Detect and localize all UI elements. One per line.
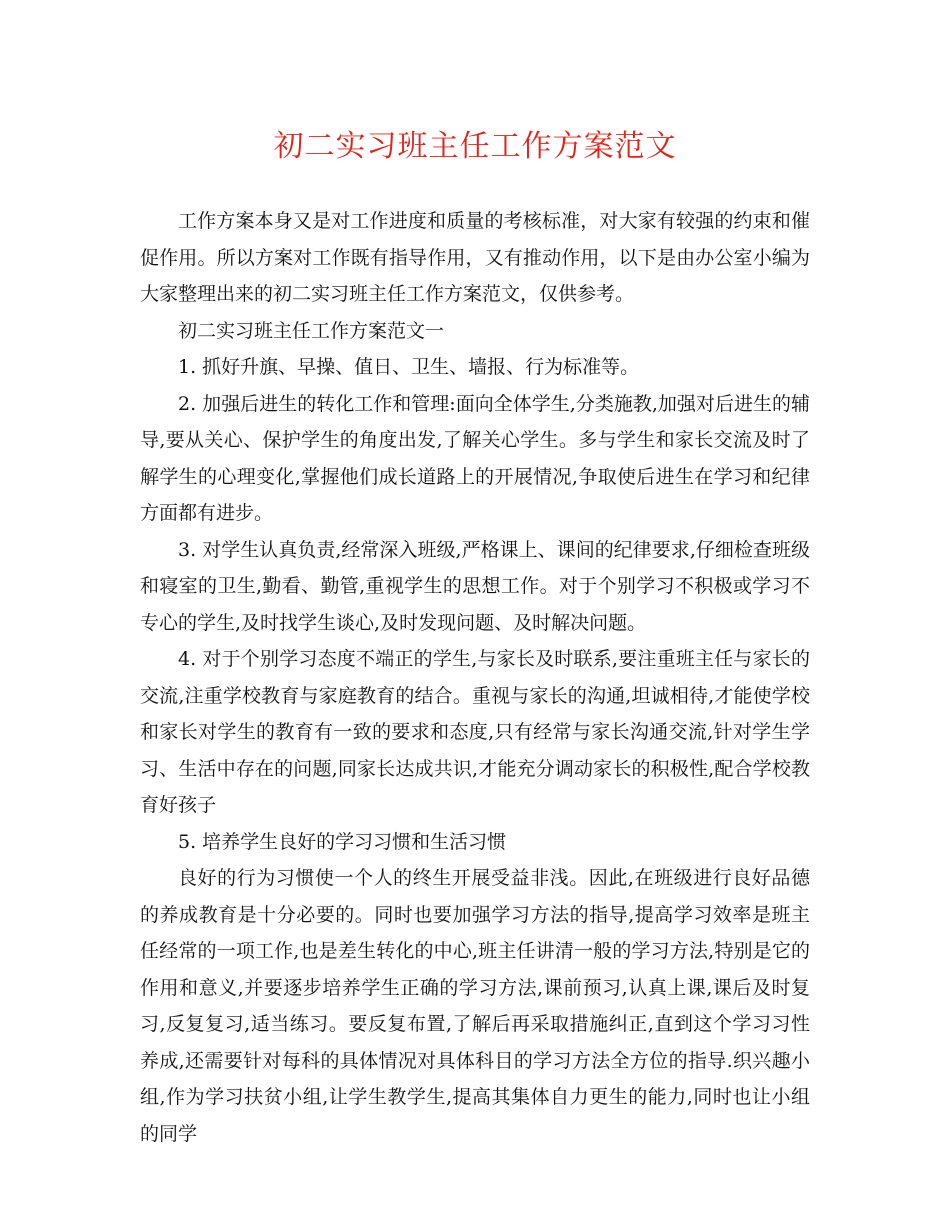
body-paragraph: 良好的行为习惯使一个人的终生开展受益非浅。因此,在班级进行良好品德的养成教育是十分必要的。同时也要加强学习方法的指导,提高学习效率是班主任经常的一项工作,也是差生转化的中心,班主任讲清一般的学习方法,特别是它的作用和意义,并要逐步培养学生正确的学习方法,课前预习,认真上课,课后及时复习,反复复习,适当练习。要反复布置,了解后再采取措施纠正,直到这个学习习性养成,还需要针对每科的具体情况对具体科目的学习方法全方位的指导.织兴趣小组,作为学习扶贫小组,让学生教学生,提高其集体自力更生的能力,同时也让小组的同学 xyxy=(140,867,810,1145)
document-title: 初二实习班主任工作方案范文 xyxy=(273,129,677,164)
list-item-2: 2. 加强后进生的转化工作和管理:面向全体学生,分类施教,加强对后进生的辅导,要从关心、保护学生的角度出发,了解关心学生。多与学生和家长交流及时了解学生的心理变化,掌握他们成长道路上的开展情况,争取使后进生在学习和纪律方面都有进步。 xyxy=(140,392,810,524)
list-item-3: 3. 对学生认真负责,经常深入班级,严格课上、课间的纪律要求,仔细检查班级和寝室的卫生,勤看、勤管,重视学生的思想工作。对于个别学习不积极或学习不专心的学生,及时找学生谈心,及时发现问题、及时解决问题。 xyxy=(140,538,810,634)
list-item-4: 4. 对于个别学习态度不端正的学生,与家长及时联系,要注重班主任与家长的交流,注重学校教育与家庭教育的结合。重视与家长的沟通,坦诚相待,才能使学校和家长对学生的教育有一致的要求和态度,只有经常与家长沟通交流,针对学生学习、生活中存在的问题,同家长达成共识,才能充分调动家长的积极性,配合学校教育好孩子 xyxy=(140,648,810,816)
section-heading: 初二实习班主任工作方案范文一 xyxy=(178,319,445,342)
list-item-1: 1. 抓好升旗、早操、值日、卫生、墙报、行为标准等。 xyxy=(178,356,640,378)
document-body xyxy=(140,203,810,1152)
list-item-5: 5. 培养学生良好的学习习惯和生活习惯 xyxy=(178,830,507,853)
intro-paragraph: 工作方案本身又是对工作进度和质量的考核标准，对大家有较强的约束和催促作用。所以方案对工作既有指导作用，又有推动作用，以下是由办公室小编为大家整理出来的初二实习班主任工作方案范文，仅供参考。 xyxy=(140,210,810,305)
